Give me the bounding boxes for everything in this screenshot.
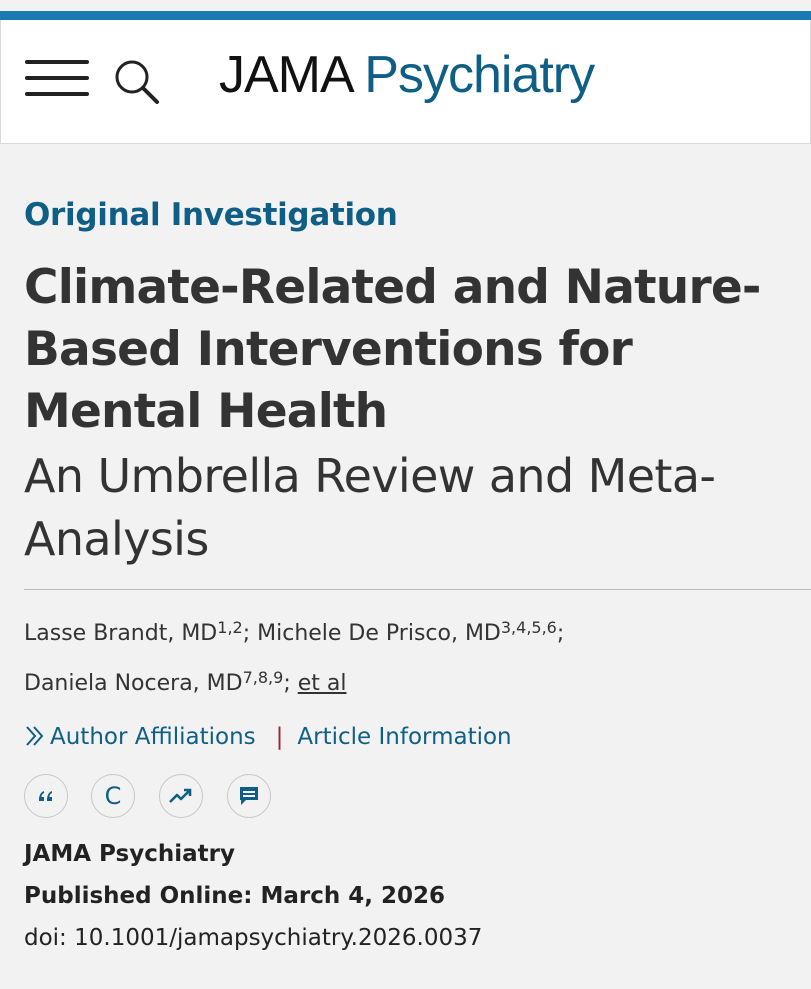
author-affiliations-link[interactable]: Author Affiliations bbox=[24, 724, 256, 750]
link-separator: | bbox=[275, 724, 284, 750]
article-type: Original Investigation bbox=[24, 197, 398, 233]
journal-logo[interactable] bbox=[219, 45, 594, 105]
author-affiliation-refs: 7,8,9 bbox=[242, 668, 284, 687]
et-al-link[interactable]: et al bbox=[297, 671, 347, 696]
menu-icon[interactable] bbox=[23, 57, 91, 103]
doi: doi: 10.1001/jamapsychiatry.2026.0037 bbox=[24, 925, 483, 951]
double-chevron-right-icon bbox=[24, 725, 46, 753]
author-name: Michele De Prisco, MD bbox=[257, 621, 501, 646]
divider bbox=[24, 589, 811, 590]
author-affiliation-refs: 1,2 bbox=[217, 618, 243, 637]
journal-name: JAMA Psychiatry bbox=[24, 841, 235, 867]
author-name: Lasse Brandt, MD bbox=[24, 621, 218, 646]
comments-icon[interactable] bbox=[227, 774, 271, 818]
accent-bar bbox=[0, 11, 811, 20]
logo-jama: JAMA bbox=[219, 46, 351, 104]
author-name: Daniela Nocera, MD bbox=[24, 671, 243, 696]
author-affiliation-refs: 3,4,5,6 bbox=[500, 618, 557, 637]
cite-icon[interactable] bbox=[24, 774, 68, 818]
site-header bbox=[0, 20, 811, 144]
article-title: Climate-Related and Nature-Based Interventions for Mental Health bbox=[24, 260, 761, 439]
article-information-link[interactable]: Article Information bbox=[297, 724, 512, 750]
logo-psychiatry: Psychiatry bbox=[364, 46, 595, 104]
metrics-icon[interactable] bbox=[159, 774, 203, 818]
publication-info bbox=[24, 833, 482, 959]
permissions-icon[interactable]: C bbox=[91, 774, 135, 818]
published-date: Published Online: March 4, 2026 bbox=[24, 883, 445, 909]
search-icon[interactable] bbox=[111, 56, 163, 108]
article-subtitle: An Umbrella Review and Meta-Analysis bbox=[24, 449, 716, 566]
article-links bbox=[24, 724, 512, 753]
author-list: Lasse Brandt, MD$^{1,2}$; Michele De Prisco, MD$^{3,4,5,6}$; Daniela Nocera, MD$^{7,8,9}$; et al bbox=[24, 618, 565, 696]
